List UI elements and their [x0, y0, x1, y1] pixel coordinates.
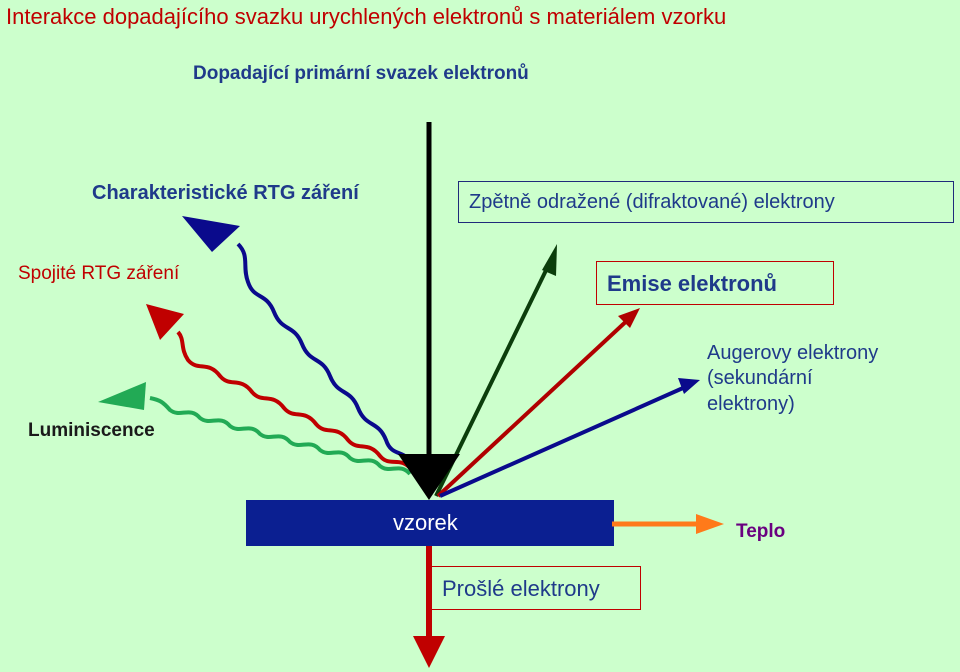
sample-label: vzorek: [393, 510, 458, 535]
luminescence-wave: [150, 398, 410, 474]
diagram-title: Interakce dopadajícího svazku urychlených elektronů s materiálem vzorku: [6, 4, 727, 29]
transmitted-electrons-label: Prošlé elektrony: [431, 566, 641, 610]
continuous-rtg-wave: [178, 332, 412, 470]
characteristic-rtg-wave: [238, 244, 414, 466]
auger-line-1: Augerovy elektrony: [707, 342, 879, 364]
transmitted-arrowhead: [413, 636, 445, 668]
auger-line-2: (sekundární: [707, 367, 813, 390]
characteristic-rtg-label: Charakteristické RTG záření: [92, 182, 359, 204]
electron-emission-arrow: [438, 316, 632, 496]
primary-beam-label: Dopadající primární svazek elektronů: [193, 63, 529, 84]
heat-label: Teplo: [736, 521, 786, 542]
auger-electrons-arrow: [440, 384, 692, 496]
characteristic-rtg-arrowhead: [182, 216, 240, 252]
heat-arrowhead: [696, 514, 724, 534]
luminescence-label: Luminiscence: [28, 420, 155, 441]
auger-arrowhead: [678, 378, 700, 394]
luminescence-arrowhead: [98, 382, 146, 410]
auger-line-3: elektrony): [707, 392, 795, 415]
backscattered-electrons-label: Zpětně odražené (difraktované) elektrony: [458, 181, 954, 223]
continuous-rtg-label: Spojité RTG záření: [18, 263, 180, 284]
electron-emission-label: Emise elektronů: [596, 261, 834, 305]
